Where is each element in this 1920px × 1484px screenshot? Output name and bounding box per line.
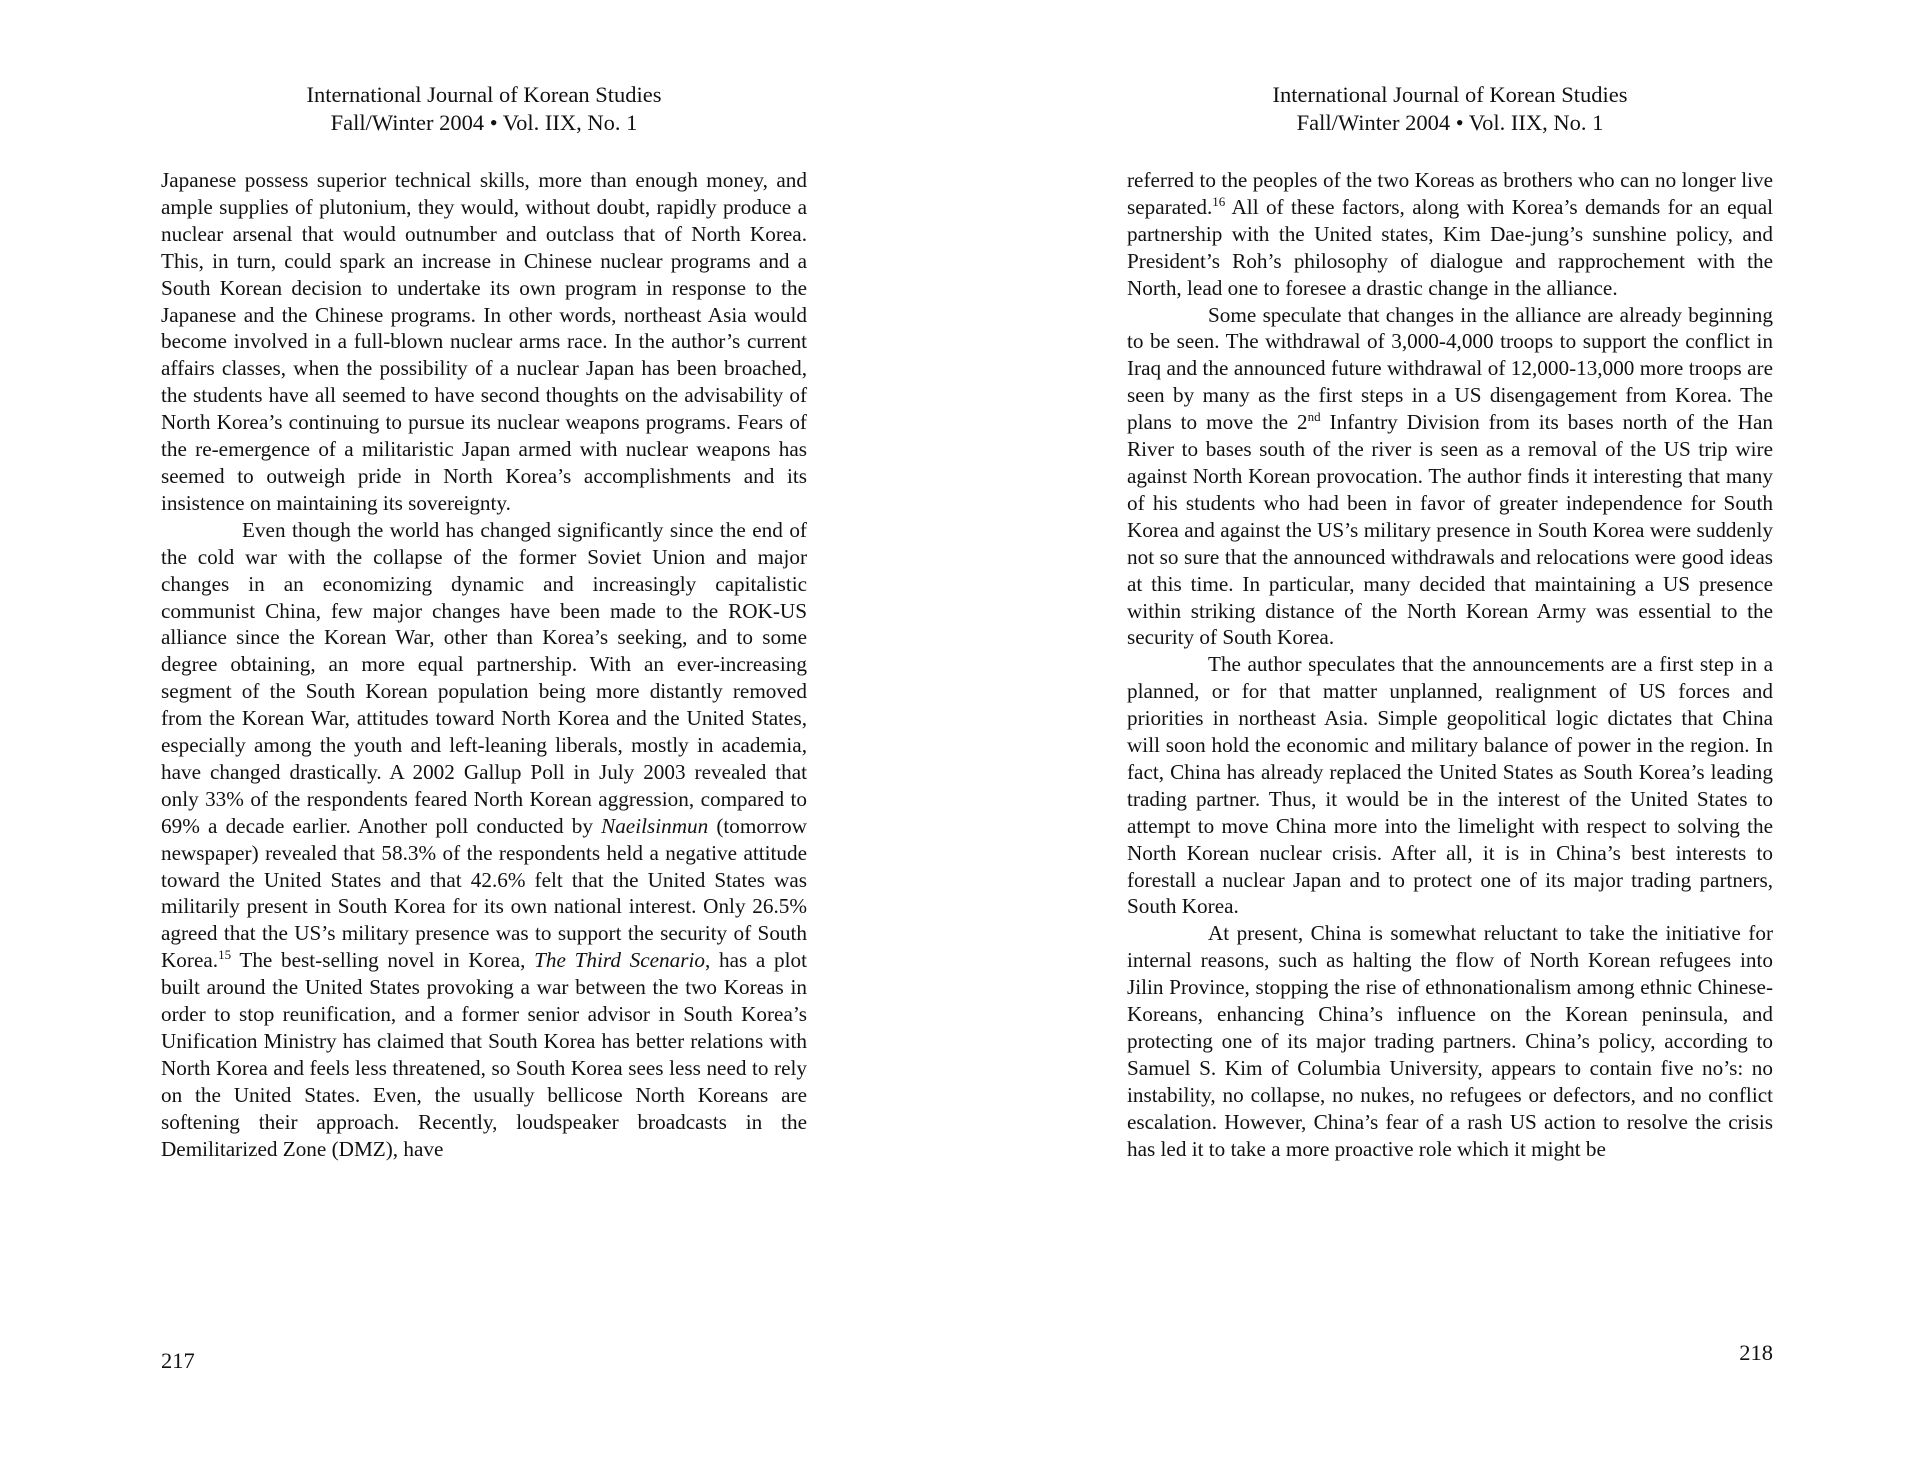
page-number: 217: [161, 1348, 195, 1373]
paragraph: [1127, 167, 1773, 302]
ordinal-suffix: nd: [1307, 409, 1321, 425]
paragraph-text: Infantry Division from its bases north of the Han River to bases south of the river is seen as a removal of the US trip wire against North Korean provocation. The author finds it interesting that many of his students who had been in favor of greater independence for South Korea and against the US’s military presence in South Korea were suddenly not so sure that the announced withdrawals and relocations were good ideas at this time. In particular, many decided that maintaining a US presence within striking distance of the North Korean Army was essential to the security of South Korea.: [1127, 410, 1773, 650]
paragraph-text: Some speculate that changes in the alliance are already beginning to be seen. The withdrawal of 3,000-4,000 troops to support the conflict in Iraq and the announced future withdrawal of 12,000-13,000 more troops are seen by many as the first steps in a US disengagement from Korea. The plans to move the 2: [1127, 302, 1773, 435]
paragraph-text: referred to the peoples of the two Koreas as brothers who can no longer live separated.: [1127, 168, 1773, 219]
paragraph: Japanese possess superior technical skills, more than enough money, and ample supplies of plutonium, they would, without doubt, rapidly produce a nuclear arsenal that would outnumber and outclass that of North Korea. This, in turn, could spark an increase in Chinese nuclear programs and a South Korean decision to undertake its own program in response to the Japanese and the Chinese programs. In other words, northeast Asia would become involved in a full-blown nuclear arms race. In the author’s current affairs classes, when the possibility of a nuclear Japan has been broached, the students have all seemed to have second thoughts on the advisability of North Korea’s continuing to pursue its nuclear weapons programs. Fears of the re-emergence of a militaristic Japan armed with nuclear weapons has seemed to outweigh pride in North Korea’s accomplishments and its insistence on maintaining its sovereignty.: [161, 168, 807, 515]
paragraph-text: (tomorrow newspaper) revealed that 58.3% of the respondents held a negative attitude toward the United States and that 42.6% felt that the United States was militarily present in South Korea for its own national interest. Only 26.5% agreed that the US’s military presence was to support the security of South Korea.: [161, 813, 807, 973]
italic-title: Naeilsinmun: [601, 813, 709, 838]
issue-info: Fall/Winter 2004 • Vol. IIX, No. 1: [330, 110, 638, 135]
paragraph-text: , has a plot built around the United States provoking a war between the two Koreas in order to stop reunification, and a former senior advisor in South Korea’s Unification Ministry has claimed that South Korea has better relations with North Korea and feels less threatened, so South Korea sees less need to rely on the United States. Even, the usually bellicose North Koreans are softening their approach. Recently, loudspeaker broadcasts in the Demilitarized Zone (DMZ), have: [161, 948, 807, 1161]
paragraph-text: Even though the world has changed significantly since the end of the cold war with the collapse of the former Soviet Union and major changes in an economizing dynamic and increasingly capitalistic communist China, few major changes have been made to the ROK-US alliance since the Korean War, other than Korea’s seeking, and to some degree obtaining, an more equal partnership. With an ever-increasing segment of the South Korean population being more distantly removed from the Korean War, attitudes toward North Korea and the United States, especially among the youth and left-leaning liberals, mostly in academia, have changed drastically. A 2002 Gallup Poll in July 2003 revealed that only 33% of the respondents feared North Korean aggression, compared to 69% a decade earlier. Another poll conducted by: [161, 517, 807, 838]
paragraph-text: All of these factors, along with Korea’s demands for an equal partnership with the United states, Kim Dae-jung’s sunshine policy, and President’s Roh’s philosophy of dialogue and rapprochement with the North, lead one to foresee a drastic change in the alliance.: [1127, 194, 1773, 300]
page-number: 218: [1739, 1340, 1773, 1365]
body-text: [1127, 167, 1773, 1163]
journal-title: International Journal of Korean Studies: [306, 82, 662, 107]
paragraph-text: The best-selling novel in Korea,: [231, 948, 535, 973]
body-text: [161, 167, 807, 1163]
italic-title: The Third Scenario: [534, 948, 705, 973]
running-header: [1127, 81, 1773, 137]
journal-title: International Journal of Korean Studies: [1272, 82, 1628, 107]
paragraph: At present, China is somewhat reluctant to take the initiative for internal reasons, such as halting the flow of North Korean refugees into Jilin Province, stopping the rise of ethnonationalism among ethnic Chinese-Koreans, enhancing China’s influence on the Korean peninsula, and protecting one of its major trading partners. China’s policy, according to Samuel S. Kim of Columbia University, appears to contain five no’s: no instability, no collapse, no nukes, no refugees or defectors, and no conflict escalation. However, China’s fear of a rash US action to resolve the crisis has led it to take a more proactive role which it might be: [1127, 921, 1773, 1161]
running-header: [161, 81, 807, 137]
footnote-marker: 15: [218, 947, 232, 963]
paragraph: [1127, 302, 1773, 652]
issue-info: Fall/Winter 2004 • Vol. IIX, No. 1: [1296, 110, 1604, 135]
right-page: [960, 0, 1920, 1484]
paragraph: The author speculates that the announcements are a first step in a planned, or for that matter unplanned, realignment of US forces and priorities in northeast Asia. Simple geopolitical logic dictates that China will soon hold the economic and military balance of power in the region. In fact, China has already replaced the United States as South Korea’s leading trading partner. Thus, it would be in the interest of the United States to attempt to move China more into the limelight with respect to solving the North Korean nuclear crisis. After all, it is in China’s best interests to forestall a nuclear Japan and to protect one of its major trading partners, South Korea.: [1127, 652, 1773, 919]
footnote-marker: 16: [1212, 193, 1226, 209]
paragraph: [161, 517, 807, 1163]
